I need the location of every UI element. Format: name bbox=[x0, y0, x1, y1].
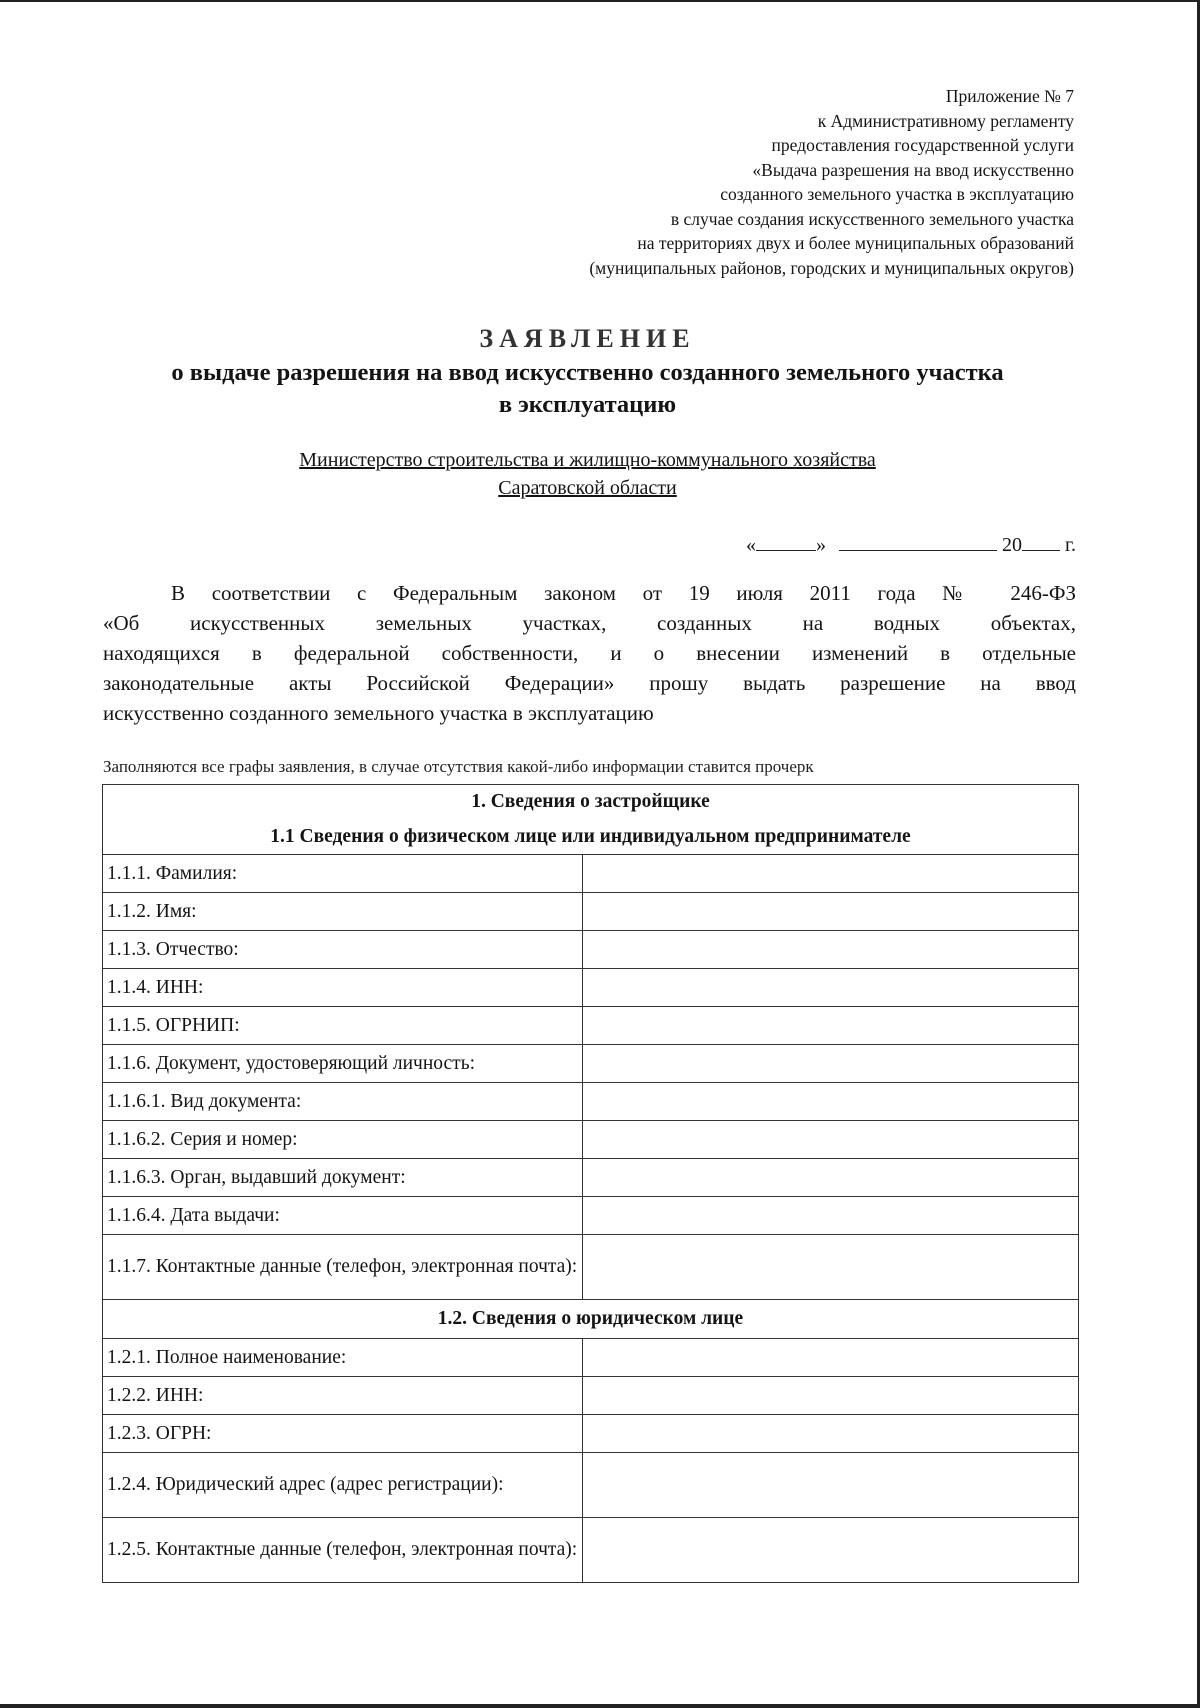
field-input-legal-inn[interactable] bbox=[583, 1377, 1079, 1415]
table-row bbox=[103, 1121, 1079, 1159]
field-label-patronymic: 1.1.3. Отчество: bbox=[103, 931, 583, 969]
table-row bbox=[103, 1197, 1079, 1235]
field-label-name: 1.1.2. Имя: bbox=[103, 893, 583, 931]
field-label-issue-date: 1.1.6.4. Дата выдачи: bbox=[103, 1197, 583, 1235]
date-line: « » 20 г. bbox=[746, 534, 1076, 556]
appendix-line: (муниципальных районов, городских и муниципальных округов) bbox=[589, 257, 1074, 278]
field-label-surname: 1.1.1. Фамилия: bbox=[103, 855, 583, 893]
scan-edge-top bbox=[0, 0, 1200, 2]
field-input-contacts[interactable] bbox=[583, 1235, 1079, 1300]
field-input-id-document[interactable] bbox=[583, 1045, 1079, 1083]
paragraph-line: «Об искусственных земельных участках, созданных на водных объектах, bbox=[103, 611, 1076, 635]
table-row bbox=[103, 1377, 1079, 1415]
field-input-issue-date[interactable] bbox=[583, 1197, 1079, 1235]
field-label-legal-contacts: 1.2.5. Контактные данные (телефон, электронная почта): bbox=[103, 1518, 583, 1583]
field-label-ogrn: 1.2.3. ОГРН: bbox=[103, 1415, 583, 1453]
paragraph-line: В соответствии с Федеральным законом от 19 июля 2011 года № 246-ФЗ bbox=[171, 581, 1076, 605]
section-1-1-title: 1.1 Сведения о физическом лице или индивидуальном предпринимателе bbox=[103, 819, 1079, 855]
document-title: ЗАЯВЛЕНИЕ bbox=[479, 324, 696, 353]
appendix-line: созданного земельного участка в эксплуатацию bbox=[720, 184, 1074, 204]
field-label-issuing-authority: 1.1.6.3. Орган, выдавший документ: bbox=[103, 1159, 583, 1197]
appendix-line: Приложение № 7 bbox=[945, 86, 1074, 106]
ministry-name-line2: Саратовской области bbox=[498, 477, 677, 499]
table-row bbox=[103, 931, 1079, 969]
section-1-title: 1. Сведения о застройщике bbox=[103, 785, 1079, 820]
field-label-ogrnip: 1.1.5. ОГРНИП: bbox=[103, 1007, 583, 1045]
year-blank[interactable] bbox=[1022, 532, 1060, 551]
appendix-line: к Административному регламенту bbox=[817, 110, 1074, 131]
paragraph-line: законодательные акты Российской Федерации» прошу выдать разрешение на ввод bbox=[103, 671, 1076, 695]
field-label-full-name: 1.2.1. Полное наименование: bbox=[103, 1339, 583, 1377]
table-row bbox=[103, 893, 1079, 931]
field-input-legal-address[interactable] bbox=[583, 1453, 1079, 1518]
table-row bbox=[103, 1159, 1079, 1197]
scan-edge-bottom bbox=[0, 1704, 1200, 1708]
appendix-line: «Выдача разрешения на ввод искусственно bbox=[752, 159, 1074, 180]
document-subtitle-line2: в эксплуатацию bbox=[498, 391, 677, 418]
field-input-patronymic[interactable] bbox=[583, 931, 1079, 969]
intro-paragraph bbox=[103, 578, 1076, 728]
ministry-name-line1: Министерство строительства и жилищно-коммунального хозяйства bbox=[299, 449, 876, 471]
appendix-header bbox=[374, 84, 1074, 280]
field-label-series-number: 1.1.6.2. Серия и номер: bbox=[103, 1121, 583, 1159]
field-input-surname[interactable] bbox=[583, 855, 1079, 893]
table-row bbox=[103, 1453, 1079, 1518]
paragraph-line: искусственно созданного земельного участка в эксплуатацию bbox=[103, 701, 654, 725]
field-input-name[interactable] bbox=[583, 893, 1079, 931]
document-subtitle-line1: о выдаче разрешения на ввод искусственно созданного земельного участка bbox=[171, 359, 1004, 386]
field-label-contacts: 1.1.7. Контактные данные (телефон, электронная почта): bbox=[103, 1235, 583, 1300]
field-input-ogrn[interactable] bbox=[583, 1415, 1079, 1453]
field-input-document-type[interactable] bbox=[583, 1083, 1079, 1121]
field-label-inn: 1.1.4. ИНН: bbox=[103, 969, 583, 1007]
field-label-legal-inn: 1.2.2. ИНН: bbox=[103, 1377, 583, 1415]
field-input-series-number[interactable] bbox=[583, 1121, 1079, 1159]
field-input-inn[interactable] bbox=[583, 969, 1079, 1007]
appendix-line: предоставления государственной услуги bbox=[771, 135, 1074, 155]
field-label-document-type: 1.1.6.1. Вид документа: bbox=[103, 1083, 583, 1121]
table-row bbox=[103, 1235, 1079, 1300]
table-row bbox=[103, 1083, 1079, 1121]
section-1-2-title: 1.2. Сведения о юридическом лице bbox=[103, 1300, 1079, 1339]
fill-instruction-note: Заполняются все графы заявления, в случае отсутствия какой-либо информации ставится прочерк bbox=[103, 757, 814, 776]
table-row bbox=[103, 1518, 1079, 1583]
month-blank[interactable] bbox=[839, 532, 997, 551]
table-row bbox=[103, 1045, 1079, 1083]
paragraph-line: находящихся в федеральной собственности, и о внесении изменений в отдельные bbox=[103, 641, 1076, 665]
appendix-line: на территориях двух и более муниципальных образований bbox=[637, 233, 1074, 253]
field-label-id-document: 1.1.6. Документ, удостоверяющий личность: bbox=[103, 1045, 583, 1083]
field-input-ogrnip[interactable] bbox=[583, 1007, 1079, 1045]
applicant-form-table bbox=[102, 784, 1079, 1583]
field-input-full-name[interactable] bbox=[583, 1339, 1079, 1377]
table-row bbox=[103, 855, 1079, 893]
table-row bbox=[103, 1339, 1079, 1377]
field-input-legal-contacts[interactable] bbox=[583, 1518, 1079, 1583]
day-blank[interactable] bbox=[756, 532, 816, 551]
field-input-issuing-authority[interactable] bbox=[583, 1159, 1079, 1197]
table-row bbox=[103, 1007, 1079, 1045]
appendix-line: в случае создания искусственного земельного участка bbox=[670, 208, 1074, 229]
table-row bbox=[103, 969, 1079, 1007]
table-row bbox=[103, 1415, 1079, 1453]
field-label-legal-address: 1.2.4. Юридический адрес (адрес регистрации): bbox=[103, 1453, 583, 1518]
